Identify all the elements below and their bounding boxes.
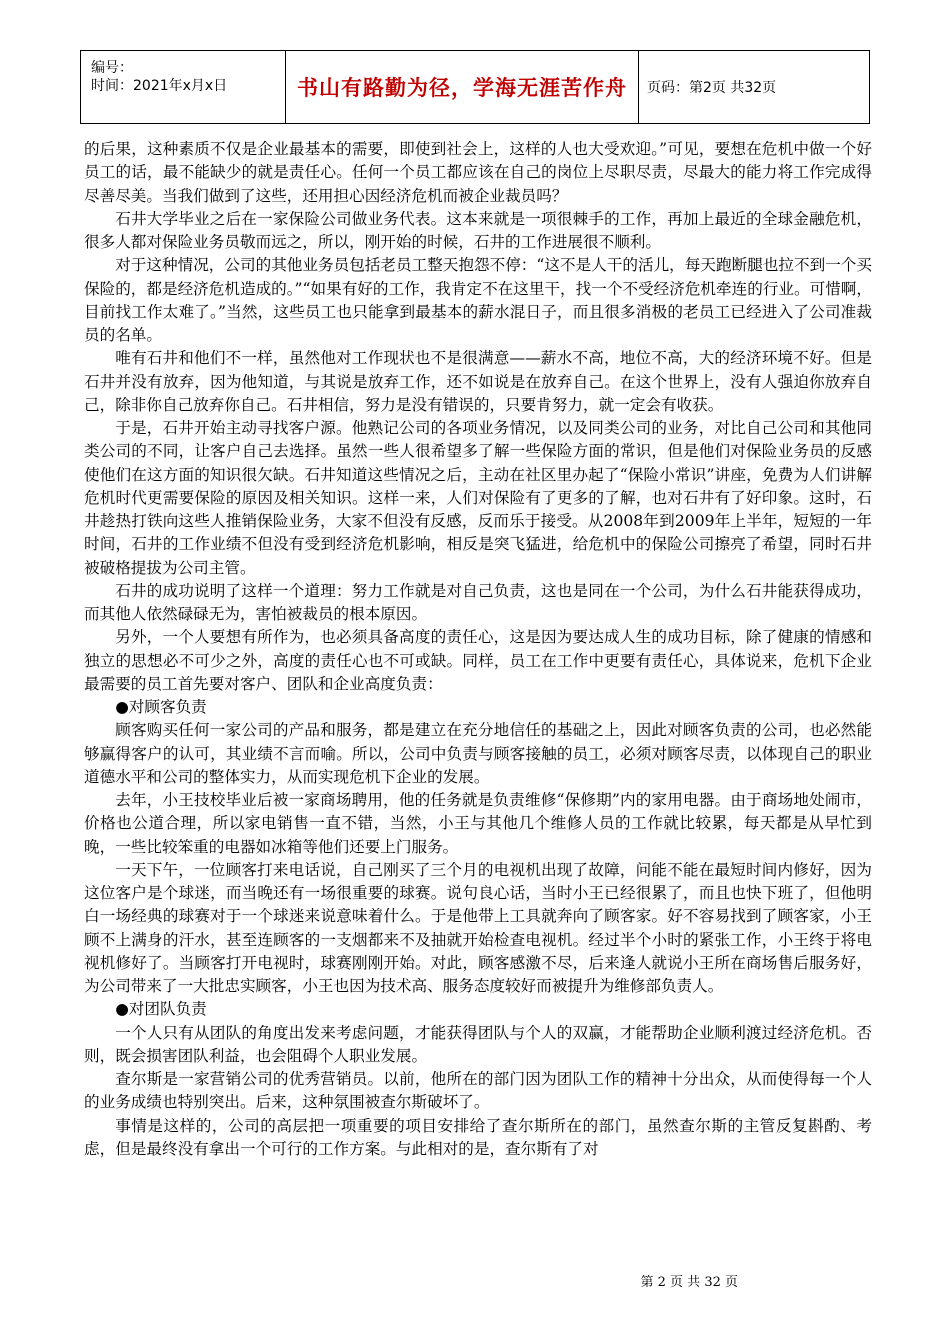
paragraph: 事情是这样的，公司的高层把一项重要的项目安排给了查尔斯所在的部门，虽然查尔斯的主管反复斟酌、考虑，但是最终没有拿出一个可行的工作方案。与此相对的是，查尔斯有了对	[84, 1116, 872, 1158]
page-footer: 第 2 页 共 32 页	[640, 1275, 738, 1290]
paragraph: 去年，小王技校毕业后被一家商场聘用，他的任务就是负责维修“保修期”内的家用电器。由于商场地处闹市，价格也公道合理，所以家电销售一直不错，当然，小王与其他几个维修人员的工作就比较累，每天都是从早忙到晚，一些比较笨重的电器如冰箱等他们还要上门服务。	[84, 791, 872, 856]
document-time-label: 时间：2021年x月x日	[91, 78, 228, 94]
paragraph: 另外，一个人要想有所作为，也必须具备高度的责任心，这是因为要达成人生的成功目标，除了健康的情感和独立的思想必不可少之外，高度的责任心也不可或缺。同样，员工在工作中更要有责任心，具体说来，危机下企业最需要的员工首先要对客户、团队和企业高度负责：	[84, 628, 872, 693]
header-meta-cell	[81, 51, 286, 124]
page-header	[80, 50, 870, 124]
paragraph: 的后果，这种素质不仅是企业最基本的需要，即使到社会上，这样的人也大受欢迎。”可见，要想在危机中做一个好员工的话，最不能缺少的就是责任心。任何一个员工都应该在自己的岗位上尽职尽责，尽最大的能力将工作完成得尽善尽美。当我们做到了这些，还用担心因经济危机而被企业裁员吗？	[84, 140, 872, 205]
section-heading-customer: ●对顾客负责	[115, 698, 207, 716]
paragraph: 石井的成功说明了这样一个道理：努力工作就是对自己负责，这也是同在一个公司，为什么石井能获得成功，而其他人依然碌碌无为，害怕被裁员的根本原因。	[84, 581, 872, 623]
section-heading-team: ●对团队负责	[115, 1000, 207, 1019]
paragraph: 唯有石井和他们不一样，虽然他对工作现状也不是很满意——薪水不高，地位不高，大的经济环境不好。但是石井并没有放弃，因为他知道，与其说是放弃工作，还不如说是在放弃自己。在这个世界上，没有人强迫你放弃自己，除非你自己放弃你自己。石井相信，努力是没有错误的，只要肯努力，就一定会有收获。	[84, 349, 872, 414]
paragraph: 对于这种情况，公司的其他业务员包括老员工整天抱怨不停：“这不是人干的活儿，每天跑断腿也拉不到一个买保险的，都是经济危机造成的。”“如果有好的工作，我肯定不在这里干，找一个不受经济危机牵连的行业。可惜啊，目前找工作太难了。”当然，这些员工也只能拿到最基本的薪水混日子，而且很多消极的老员工已经进入了公司准裁员的名单。	[84, 256, 872, 344]
paragraph: 于是，石井开始主动寻找客户源。他熟记公司的各项业务情况，以及同类公司的业务，对比自己公司和其他同类公司的不同，让客户自己去选择。虽然一些人很希望多了解一些保险方面的常识，但是他们对保险业务员的反感使他们在这方面的知识很欠缺。石井知道这些情况之后，主动在社区里办起了“保险小常识”讲座，免费为人们讲解危机时代更需要保险的原因及相关知识。这样一来，人们对保险有了更多的了解，也对石井有了好印象。这时，石井趁热打铁向这些人推销保险业务，大家不但没有反感，反而乐于接受。从2008年到2009年上半年，短短的一年时间，石井的工作业绩不但没有受到经济危机影响，相反是突飞猛进，给危机中的保险公司擦亮了希望，同时石井被破格提拔为公司主管。	[84, 419, 872, 577]
document-body	[84, 138, 872, 1161]
paragraph: 查尔斯是一家营销公司的优秀营销员。以前，他所在的部门因为团队工作的精神十分出众，从而使得每一个人的业务成绩也特别突出。后来，这种氛围被查尔斯破坏了。	[84, 1070, 872, 1112]
document-number-label: 编号：	[91, 60, 133, 76]
paragraph: 石井大学毕业之后在一家保险公司做业务代表。这本来就是一项很棘手的工作，再加上最近的全球金融危机，很多人都对保险业务员敬而远之，所以，刚开始的时候，石井的工作进展很不顺利。	[84, 209, 872, 251]
header-motto: 书山有路勤为径，学海无涯苦作舟	[286, 51, 639, 124]
header-page-info: 页码：第2页 共32页	[639, 51, 870, 124]
paragraph: 顾客购买任何一家公司的产品和服务，都是建立在充分地信任的基础之上，因此对顾客负责的公司，也必然能够赢得客户的认可，其业绩不言而喻。所以，公司中负责与顾客接触的员工，必须对顾客尽责，以体现自己的职业道德水平和公司的整体实力，从而实现危机下企业的发展。	[84, 721, 872, 786]
paragraph: 一天下午，一位顾客打来电话说，自己刚买了三个月的电视机出现了故障，问能不能在最短时间内修好，因为这位客户是个球迷，而当晚还有一场很重要的球赛。说句良心话，当时小王已经很累了，而且也快下班了，但他明白一场经典的球赛对于一个球迷来说意味着什么。于是他带上工具就奔向了顾客家。好不容易找到了顾客家，小王顾不上满身的汗水，甚至连顾客的一支烟都来不及抽就开始检查电视机。经过半个小时的紧张工作，小王终于将电视机修好了。当顾客打开电视时，球赛刚刚开始。对此，顾客感激不尽，后来逢人就说小王所在商场售后服务好，为公司带来了一大批忠实顾客，小王也因为技术高、服务态度较好而被提升为维修部负责人。	[84, 860, 872, 995]
paragraph: 一个人只有从团队的角度出发来考虑问题，才能获得团队与个人的双赢，才能帮助企业顺利渡过经济危机。否则，既会损害团队利益，也会阻碍个人职业发展。	[84, 1023, 872, 1065]
